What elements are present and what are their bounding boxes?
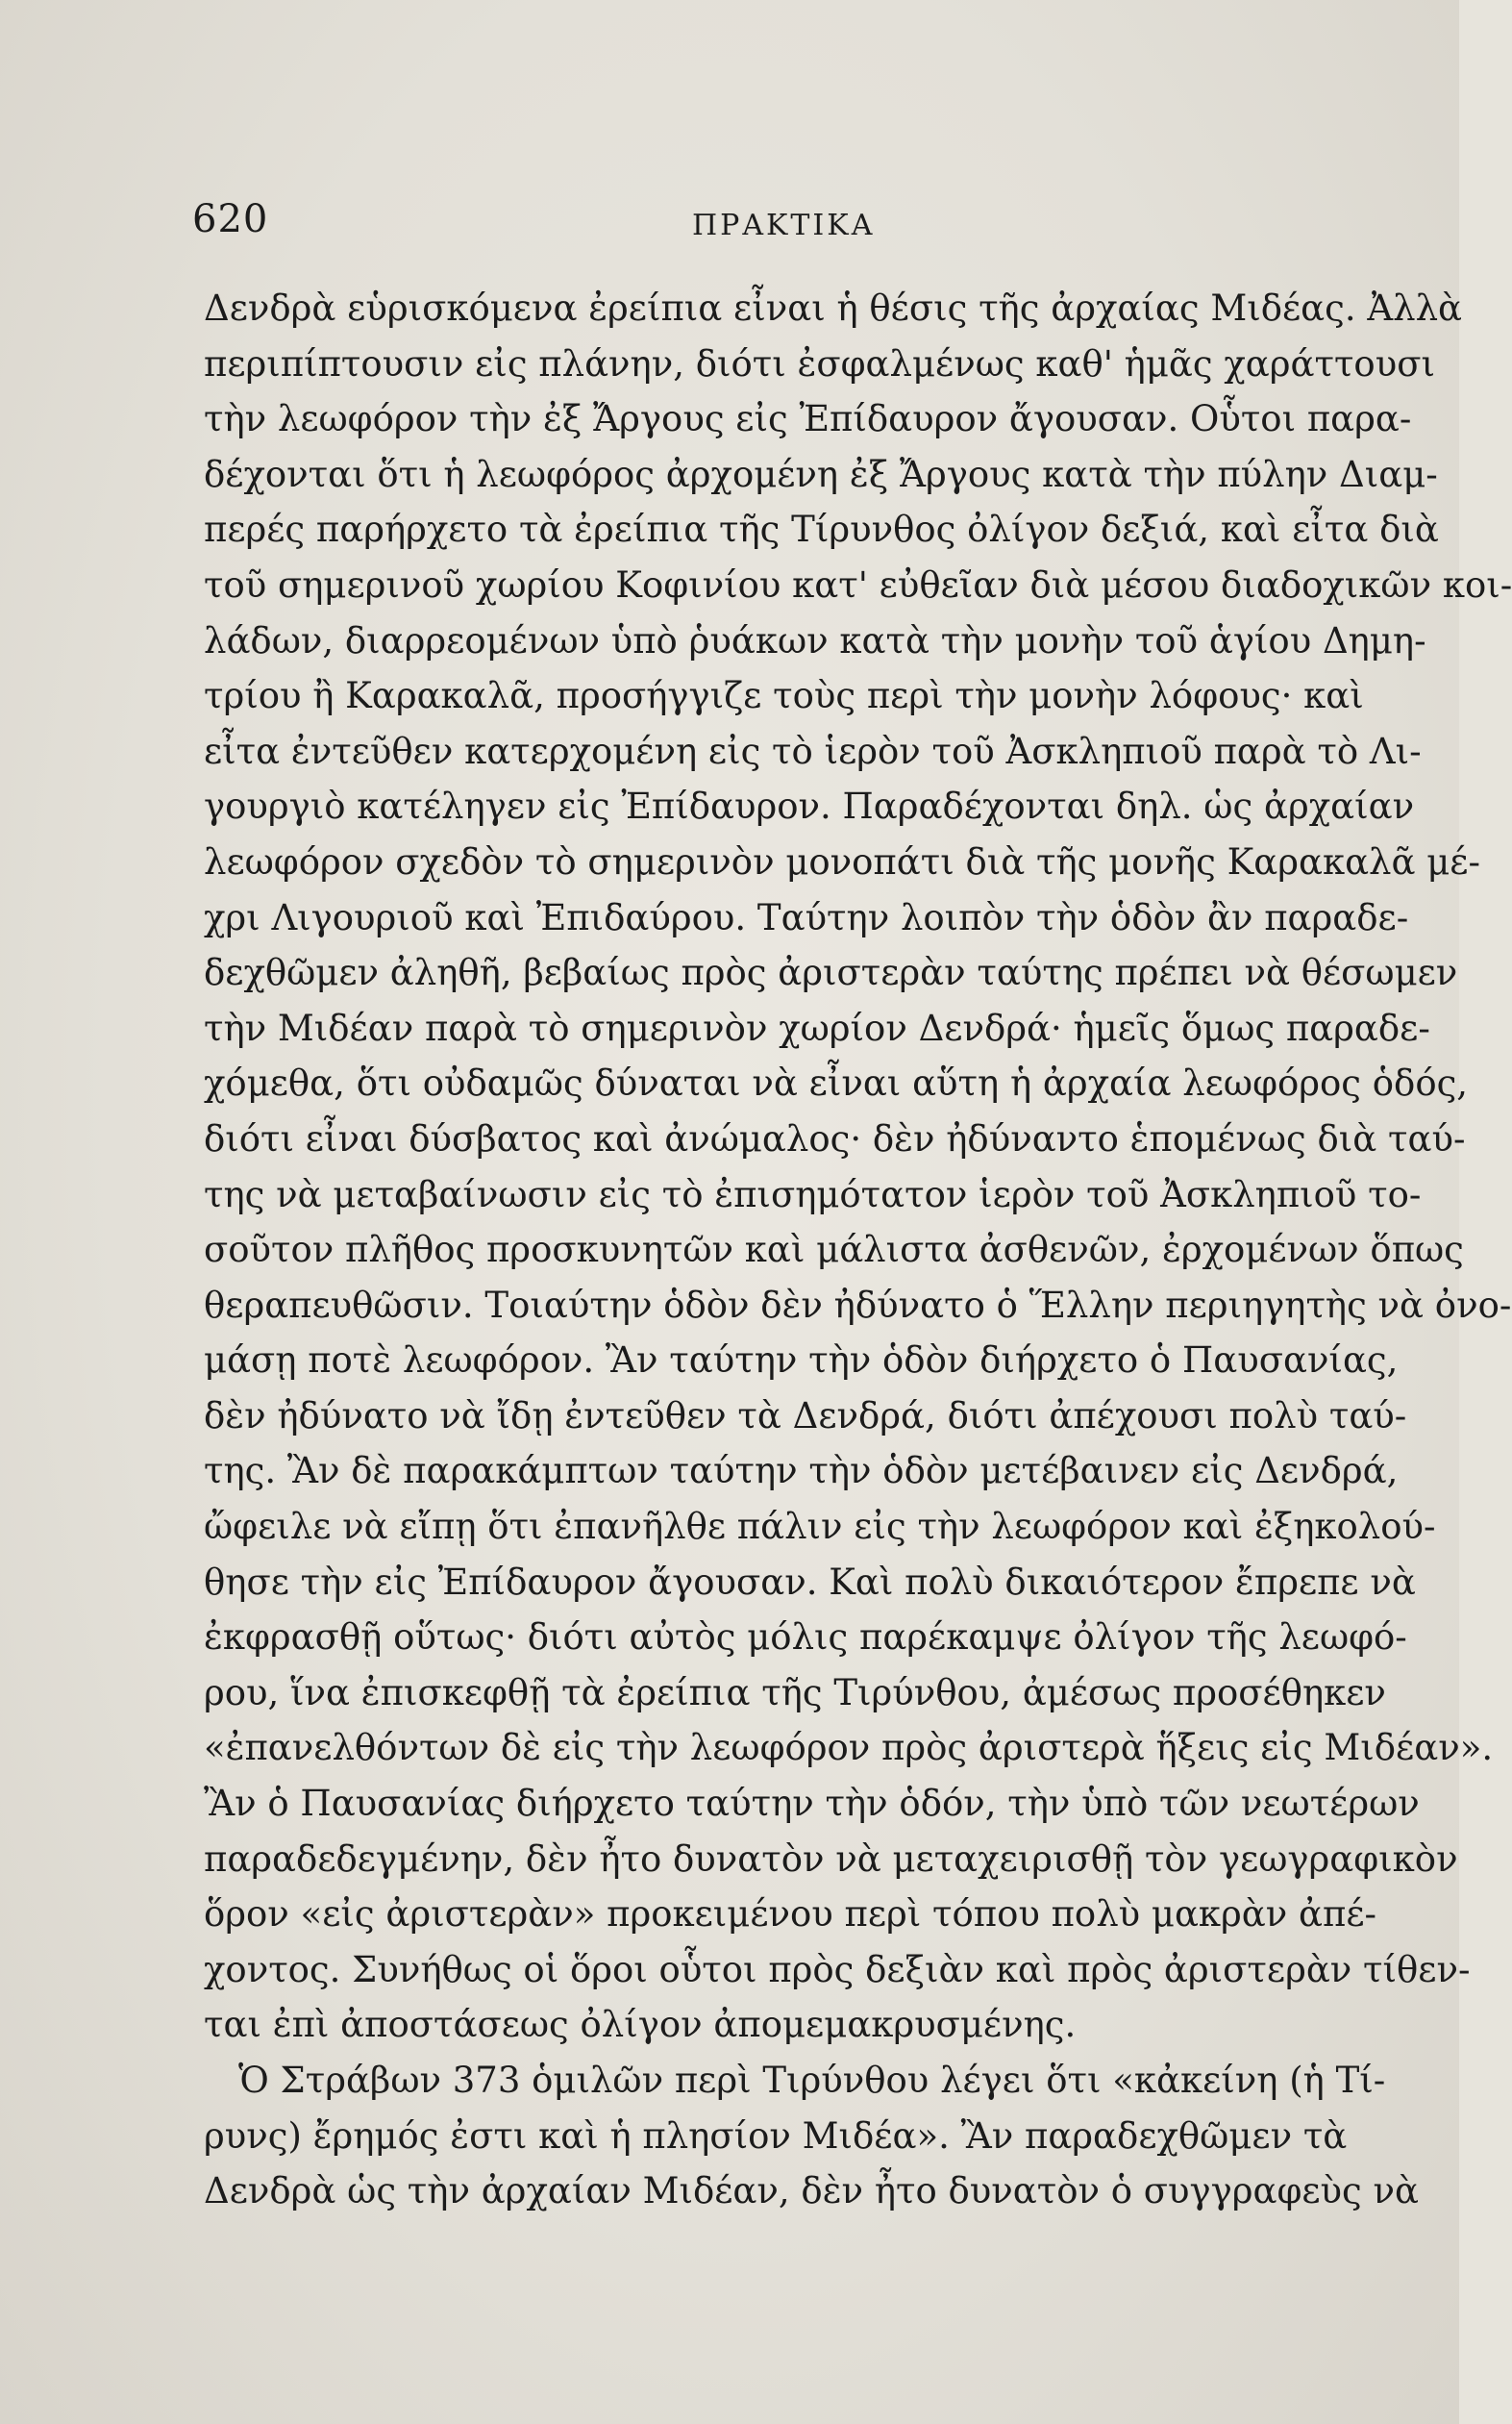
text-line: Ὁ Στράβων 373 ὁμιλῶν περὶ Τιρύνθου λέγει ὅτι «κἀκείνη (ἡ Τί- xyxy=(238,2060,1386,2101)
text-line: θησε τὴν εἰς Ἐπίδαυρον ἄγουσαν. Καὶ πολὺ δικαιότερον ἔπρεπε νὰ xyxy=(204,1561,1416,1603)
text-line: σοῦτον πλῆθος προσκυνητῶν καὶ μάλιστα ἀσθενῶν, ἐρχομένων ὅπως xyxy=(204,1229,1464,1271)
text-line: ἐκφρασθῇ οὕτως· διότι αὐτὸς μόλις παρέκαμψε ὀλίγον τῆς λεωφό- xyxy=(204,1616,1407,1659)
page-number: 620 xyxy=(192,197,269,241)
text-line: δέχονται ὅτι ἡ λεωφόρος ἀρχομένη ἐξ Ἄργους κατὰ τὴν πύλην Διαμ- xyxy=(204,453,1438,495)
text-line: τοῦ σημερινοῦ χωρίου Κοφινίου κατ' εὐθεῖαν διὰ μέσου διαδοχικῶν κοι- xyxy=(204,563,1512,606)
running-head: ΠΡΑΚΤΙΚΑ xyxy=(692,209,876,242)
text-line: ται ἐπὶ ἀποστάσεως ὀλίγον ἀπομεμακρυσμένης. xyxy=(204,2004,1077,2046)
text-line: της νὰ μεταβαίνωσιν εἰς τὸ ἐπισημότατον ἱερὸν τοῦ Ἀσκληπιοῦ το- xyxy=(204,1173,1422,1215)
text-line: ρου, ἵνα ἐπισκεφθῇ τὰ ἐρείπια τῆς Τιρύνθου, ἀμέσως προσέθηκεν xyxy=(204,1671,1386,1713)
text-line: λεωφόρον σχεδὸν τὸ σημερινὸν μονοπάτι διὰ τῆς μονῆς Καρακαλᾶ μέ- xyxy=(204,840,1480,883)
text-line: εἶτα ἐντεῦθεν κατερχομένη εἰς τὸ ἱερὸν τοῦ Ἀσκληπιοῦ παρὰ τὸ Λι- xyxy=(204,730,1422,772)
text-line: δεχθῶμεν ἀληθῆ, βεβαίως πρὸς ἀριστερὰν ταύτης πρέπει νὰ θέσωμεν xyxy=(204,952,1458,994)
text-line: διότι εἶναι δύσβατος καὶ ἀνώμαλος· δὲν ἠδύναντο ἑπομένως διὰ ταύ- xyxy=(204,1117,1466,1160)
text-line: χοντος. Συνήθως οἱ ὅροι οὗτοι πρὸς δεξιὰν καὶ πρὸς ἀριστερὰν τίθεν- xyxy=(204,1948,1471,1990)
text-line: χρι Λιγουριοῦ καὶ Ἐπιδαύρου. Ταύτην λοιπὸν τὴν ὁδὸν ἂν παραδε- xyxy=(204,896,1409,938)
text-line: γουργιὸ κατέληγεν εἰς Ἐπίδαυρον. Παραδέχονται δηλ. ὡς ἀρχαίαν xyxy=(204,786,1415,828)
text-line: λάδων, διαρρεομένων ὑπὸ ῥυάκων κατὰ τὴν μονὴν τοῦ ἁγίου Δημη- xyxy=(204,619,1426,662)
text-line: «ἐπανελθόντων δὲ εἰς τὴν λεωφόρον πρὸς ἀριστερὰ ἥξεις εἰς Μιδέαν». xyxy=(204,1727,1494,1769)
text-line: τρίου ἢ Καρακαλᾶ, προσήγγιζε τοὺς περὶ τὴν μονὴν λόφους· καὶ xyxy=(204,675,1364,717)
text-line: Ἂν ὁ Παυσανίας διήρχετο ταύτην τὴν ὁδόν, τὴν ὑπὸ τῶν νεωτέρων xyxy=(204,1783,1420,1825)
text-line: ὤφειλε νὰ εἴπῃ ὅτι ἐπανῆλθε πάλιν εἰς τὴν λεωφόρον καὶ ἐξηκολού- xyxy=(204,1506,1436,1548)
text-line: δὲν ἠδύνατο νὰ ἴδῃ ἐντεῦθεν τὰ Δενδρά, διότι ἀπέχουσι πολὺ ταύ- xyxy=(204,1394,1407,1437)
text-line: περές παρήρχετο τὰ ἐρείπια τῆς Τίρυνθος ὀλίγον δεξιά, καὶ εἶτα διὰ xyxy=(204,509,1439,551)
text-line: Δενδρὰ ὡς τὴν ἀρχαίαν Μιδέαν, δὲν ἦτο δυνατὸν ὁ συγγραφεὺς νὰ xyxy=(204,2170,1420,2212)
page-header xyxy=(192,197,1307,255)
text-line: ρυνς) ἔρημός ἐστι καὶ ἡ πλησίον Μιδέα». Ἂν παραδεχθῶμεν τὰ xyxy=(204,2114,1348,2157)
text-line: Δενδρὰ εὑρισκόμενα ἐρείπια εἶναι ἡ θέσις τῆς ἀρχαίας Μιδέας. Ἀλλὰ xyxy=(204,287,1463,329)
text-line: μάσῃ ποτὲ λεωφόρον. Ἂν ταύτην τὴν ὁδὸν διήρχετο ὁ Παυσανίας, xyxy=(204,1339,1399,1382)
text-line: της. Ἂν δὲ παρακάμπτων ταύτην τὴν ὁδὸν μετέβαινεν εἰς Δενδρά, xyxy=(204,1450,1399,1492)
text-line: παραδεδεγμένην, δὲν ἦτο δυνατὸν νὰ μεταχειρισθῇ τὸν γεωγραφικὸν xyxy=(204,1837,1458,1880)
text-line: τὴν Μιδέαν παρὰ τὸ σημερινὸν χωρίον Δενδρά· ἡμεῖς ὅμως παραδε- xyxy=(204,1007,1430,1049)
text-line: ὅρον «εἰς ἀριστερὰν» προκειμένου περὶ τόπου πολὺ μακρὰν ἀπέ- xyxy=(204,1893,1377,1936)
text-line: τὴν λεωφόρον τὴν ἐξ Ἄργους εἰς Ἐπίδαυρον ἄγουσαν. Οὗτοι παρα- xyxy=(204,398,1412,440)
text-line: περιπίπτουσιν εἰς πλάνην, διότι ἐσφαλμένως καθ' ἡμᾶς χαράττουσι xyxy=(204,342,1435,385)
text-line: χόμεθα, ὅτι οὐδαμῶς δύναται νὰ εἶναι αὕτη ἡ ἀρχαία λεωφόρος ὁδός, xyxy=(204,1062,1469,1105)
body-text xyxy=(204,281,1512,2219)
text-line: θεραπευθῶσιν. Τοιαύτην ὁδὸν δὲν ἠδύνατο ὁ Ἕλλην περιηγητὴς νὰ ὀνο- xyxy=(204,1284,1512,1326)
